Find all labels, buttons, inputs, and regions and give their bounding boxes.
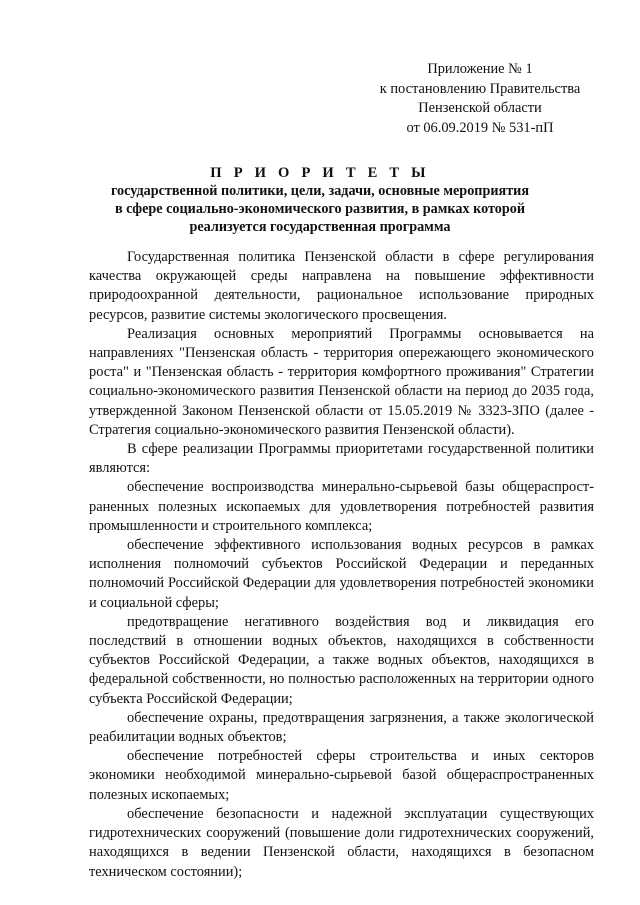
paragraph-priorities-intro: В сфере реализации Программы приоритетами государственной политики являются: [89, 441, 594, 477]
priority-item: обеспечение потребностей сферы строительства и иных секторов экономики необходимой минерально-сырьевой базой общераспространенных полезных ископаемых; [89, 748, 594, 803]
appendix-resolution: к постановлению Правительства [379, 80, 581, 97]
priority-item: обеспечение охраны, предотвращения загрязнения, а также экологической реабилитации водных объектов; [89, 709, 594, 746]
subtitle-line-3: реализуется государственная программа [189, 219, 451, 235]
appendix-region: Пензенской области [418, 100, 542, 116]
subtitle-line-2: в сфере социально-экономического развития, в рамках которой [114, 201, 526, 217]
appendix-header [360, 60, 600, 138]
priority-item: обеспечение эффективного использования водных ресурсов в рамках исполнения полномочий субъектов Российской Федерации и переданных полномочий Российской Федерации для удовлетворения потребностей экономики и социальной сферы; [89, 537, 594, 611]
appendix-number: Приложение № 1 [427, 61, 533, 77]
appendix-date-number: от 06.09.2019 № 531-пП [406, 119, 554, 136]
subtitle-line-1: государственной политики, цели, задачи, основные мероприятия [110, 183, 530, 199]
paragraph-strategy: Реализация основных мероприятий Программы основывается на направлениях "Пензенская область - территория опережающего экономического роста" и "Пензенская область - территория комфортного проживания" Стратегии социально-экономического развития Пензенской области на период до 2035 года, утвержденной Законом Пензенской области от 15.05.2019 № 3323-ЗПО (далее - Стратегия социально-экономического развития Пензенской области). [89, 325, 594, 438]
document-body [89, 248, 594, 882]
priority-item: предотвращение негативного воздействия вод и ликвидация его последствий в отношении водных объектов, находящихся в собственности субъектов Российской Федерации, а также водных объектов, находящихся в федеральной собственности, но полностью расположенных на территории одного субъекта Российской Федерации; [89, 613, 594, 707]
document-title: П Р И О Р И Т Е Т Ы [210, 165, 430, 181]
paragraph-policy: Государственная политика Пензенской области в сфере регулирования качества окружающей среды направлена на повышение эффективности природоохранной деятельности, рациональное использование природных ресурсов, развитие системы экологического просвещения. [89, 249, 594, 323]
priority-item: обеспечение безопасности и надежной эксплуатации существующих гидротехнических сооружений (повышение доли гидротехнических сооружений, находящихся в ведении Пензенской области, находящихся в безопасном техническом состоянии); [89, 805, 594, 880]
document-subtitle [60, 182, 580, 236]
priority-item: обеспечение воспроизводства минерально-сырьевой базы общераспрост-раненных полезных ископаемых для удовлетворения потребностей развития промышленности и строительного комплекса; [89, 479, 594, 534]
